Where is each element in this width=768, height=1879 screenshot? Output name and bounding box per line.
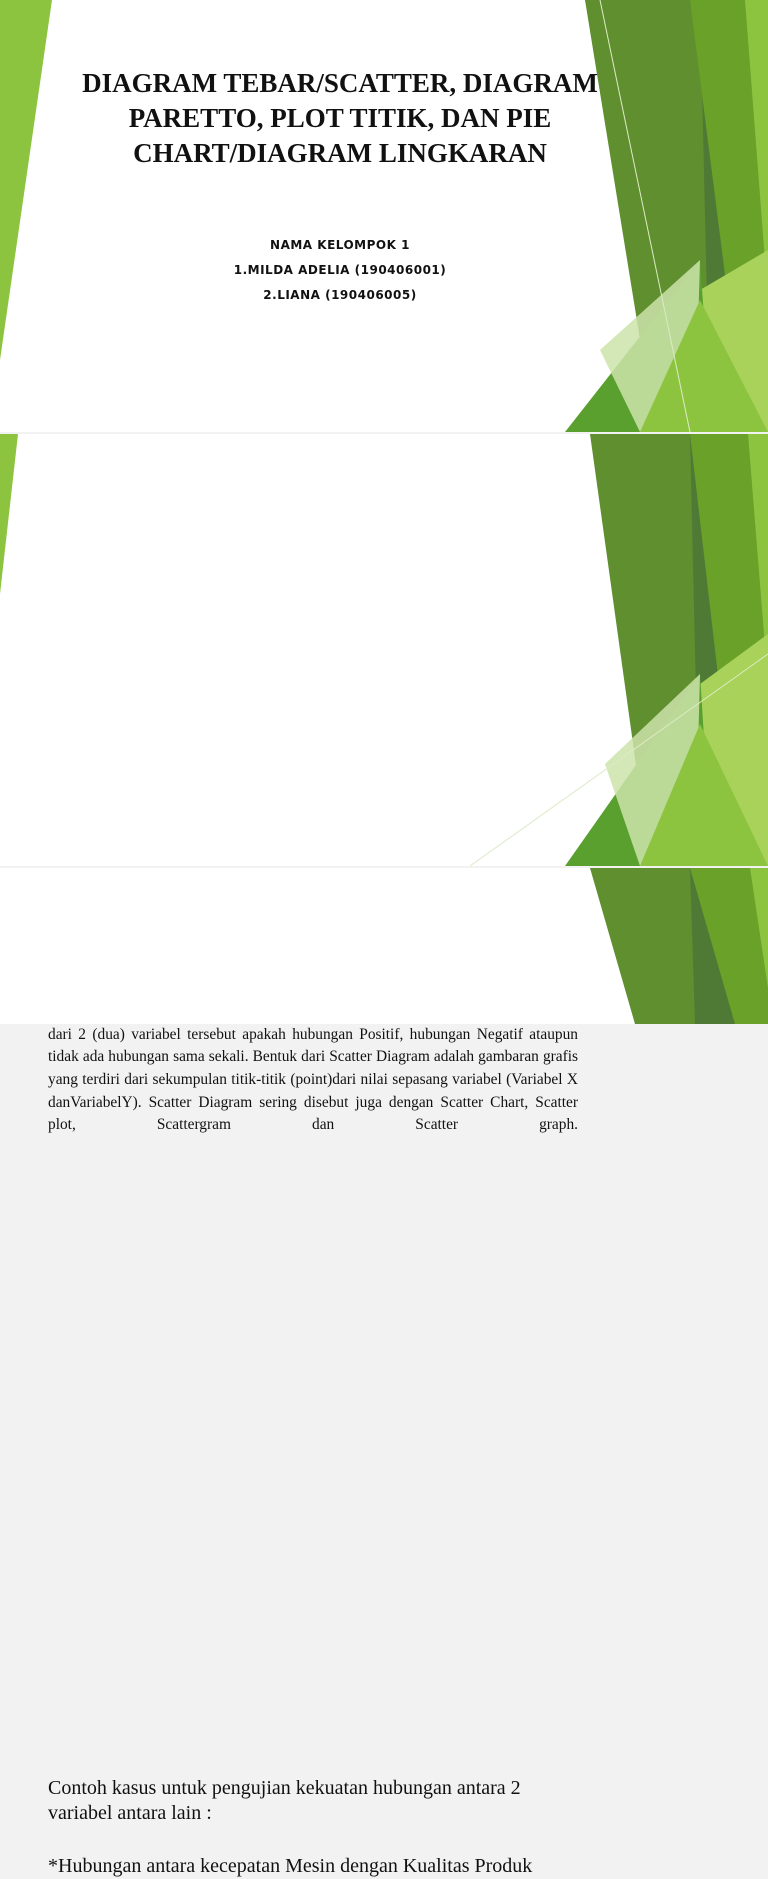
green-facet-decoration <box>0 868 768 1300</box>
example-text <box>48 1776 588 1879</box>
example-intro: Contoh kasus untuk pengujian kekuatan hubungan antara 2 variabel antara lain : <box>48 1777 521 1824</box>
green-facet-decoration <box>0 0 768 432</box>
slide-title: DIAGRAM TEBAR/SCATTER, DIAGRAM PARETTO, PLOT TITIK, DAN PIE CHART/DIAGRAM LINGKARAN <box>82 68 598 168</box>
member-2: 2.LIANA (190406005) <box>263 288 417 302</box>
definition-slide <box>0 434 768 1134</box>
example-item: *Hubungan antara kecepatan Mesin dengan Kualitas Produk <box>48 1855 533 1877</box>
green-facet-decoration <box>0 434 768 866</box>
definition-paragraph: dari 2 (dua) variabel tersebut apakah hubungan Positif, hubungan Negatif ataupun tidak ada hubungan sama sekali. Bentuk dari Scatter Diagram adalah gambaran grafis yang terdiri dari sekumpulan titik-titik (point)dari nilai sepasang variabel (Variabel X danVariabelY). Scatter Diagram sering disebut juga dengan Scatter Chart, Scatter plot, Scattergram dan Scatter graph. <box>48 1025 578 1134</box>
title-slide <box>0 0 768 432</box>
group-info <box>60 233 620 308</box>
member-1: 1.MILDA ADELIA (190406001) <box>233 263 447 277</box>
group-label: NAMA KELOMPOK 1 <box>270 238 410 252</box>
